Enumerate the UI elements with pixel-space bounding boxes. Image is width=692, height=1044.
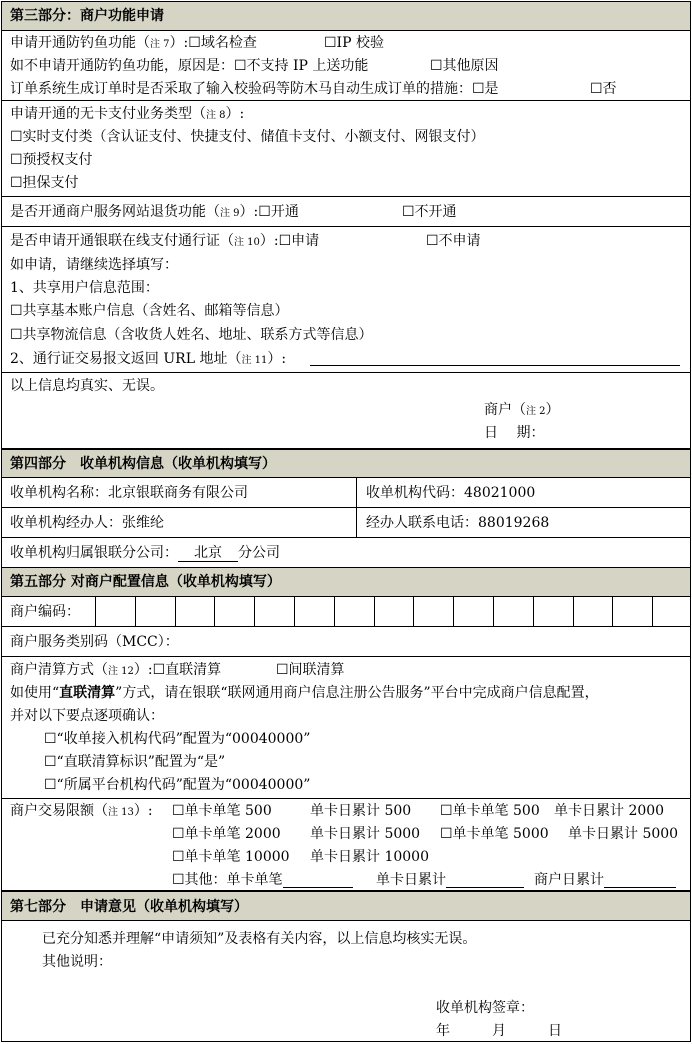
agent: 收单机构经办人：张维纶	[10, 515, 164, 531]
code-box-divider	[573, 597, 574, 626]
branch-value: 北京	[178, 545, 238, 562]
merchant-sign-block	[2, 372, 690, 448]
limit-10000-checkbox[interactable]: ☐单卡单笔 10000	[172, 849, 290, 865]
limit-2000-checkbox[interactable]: ☐单卡单笔 2000	[172, 826, 281, 842]
share-basic-checkbox[interactable]: ☐共享基本账户信息（含姓名、邮箱等信息）	[10, 303, 289, 319]
code-box-divider	[453, 597, 454, 626]
other-notes: 其他说明：	[42, 954, 112, 970]
limit-5000-daily-b: 单卡日累计 5000	[568, 826, 679, 842]
merchant-date: 日 期：	[484, 425, 545, 441]
org-signature: 收单机构签章：	[436, 1000, 534, 1016]
guarantee-payment-checkbox[interactable]: ☐担保支付	[10, 175, 79, 191]
clearing-indirect-checkbox[interactable]: ☐间联清算	[276, 662, 345, 678]
other-merchant-daily: 商户日累计	[534, 872, 676, 888]
other-daily: 单卡日累计	[376, 872, 524, 888]
section7-header	[2, 890, 690, 920]
phishing-block	[2, 30, 690, 100]
limit-block	[2, 798, 690, 890]
limit-label: 商户交易限额（注 13）:	[10, 803, 153, 819]
clearing-block	[2, 656, 690, 798]
cardless-block	[2, 100, 690, 196]
clearing-direct-checkbox[interactable]: 商户清算方式（注 12）:☐直联清算	[10, 662, 222, 678]
limit-2000-daily: 单卡日累计 2000	[554, 803, 665, 819]
code-box-divider	[175, 597, 176, 626]
direct-clearing-instruction: 如使用“直联清算”方式，请在银联“联网通用商户信息注册公告服务”平台中完成商户信息配置，	[10, 685, 599, 701]
merchant-code-row	[2, 596, 690, 626]
url-label: 2、通行证交易报文返回 URL 地址（注 11）:	[10, 351, 287, 367]
config-item3-checkbox[interactable]: ☐“所属平台机构代码”配置为“00040000”	[44, 777, 311, 793]
mcc-label: 商户服务类别码（MCC）：	[10, 634, 179, 650]
org-name: 收单机构名称：北京银联商务有限公司	[10, 485, 248, 501]
pass-continue: 如申请，请继续选择填写：	[10, 257, 178, 273]
code-box-divider	[374, 597, 375, 626]
pass-decline-checkbox[interactable]: ☐不申请	[426, 233, 481, 249]
application-form	[1, 1, 691, 1042]
config-item2-checkbox[interactable]: ☐“直联清算标识”配置为“是”	[44, 754, 226, 770]
section4-title: 第四部分 收单机构信息（收单机构填写）	[10, 456, 276, 472]
opinion-statement: 已充分知悉并理解“申请须知”及表格有关内容，以上信息均核实无误。	[42, 931, 477, 947]
confirm-text: 以上信息均真实、无误。	[10, 378, 164, 394]
code-box-divider	[612, 597, 613, 626]
other-single-input[interactable]	[283, 873, 353, 888]
agent-phone: 经办人联系电话：88019268	[366, 515, 550, 531]
agent-row-divider	[356, 508, 357, 537]
no-phishing-reason-checkbox[interactable]: 如不申请开通防钓鱼功能，原因是：☐不支持 IP 上送功能	[10, 58, 369, 74]
limit-5000-checkbox[interactable]: ☐单卡单笔 5000	[440, 826, 549, 842]
other-daily-input[interactable]	[446, 873, 524, 888]
org-code: 收单机构代码：48021000	[366, 485, 536, 501]
domain-check-checkbox[interactable]: ）:☐域名检查	[169, 35, 257, 51]
config-item1-checkbox[interactable]: ☐“收单接入机构代码”配置为“00040000”	[44, 731, 311, 747]
opinion-block	[2, 920, 690, 1041]
captcha-yes-checkbox[interactable]: 订单系统生成订单时是否采取了输入校验码等防木马自动生成订单的措施：☐是	[10, 81, 499, 97]
url-input-line[interactable]	[310, 351, 680, 366]
other-reason-checkbox[interactable]: ☐其他原因	[430, 58, 499, 74]
branch-row	[2, 537, 690, 567]
code-box-divider	[95, 597, 96, 626]
limit-10000-daily: 单卡日累计 10000	[310, 849, 429, 865]
code-box-divider	[334, 597, 335, 626]
code-box-divider	[413, 597, 414, 626]
realtime-payment-checkbox[interactable]: ☐实时支付类（含认证支付、快捷支付、储值卡支付、小额支付、网银支付）	[10, 129, 485, 145]
refund-block	[2, 196, 690, 226]
section7-title: 第七部分 申请意见（收单机构填写）	[10, 899, 248, 915]
section5-header	[2, 567, 690, 596]
section4-header	[2, 448, 690, 477]
code-box-divider	[533, 597, 534, 626]
agent-row	[2, 507, 690, 537]
merchant-code-label: 商户编码：	[10, 604, 80, 620]
ip-check-checkbox[interactable]: ☐IP 校验	[324, 35, 384, 51]
limit-500-checkbox[interactable]: ☐单卡单笔 500	[172, 803, 272, 819]
mcc-row	[2, 626, 690, 656]
code-box-divider	[294, 597, 295, 626]
phishing-line: 申请开通防钓鱼功能（注 7）:☐域名检查	[10, 35, 257, 51]
section3-header	[2, 2, 690, 30]
code-box-divider	[493, 597, 494, 626]
preauth-payment-checkbox[interactable]: ☐预授权支付	[10, 152, 93, 168]
code-box-divider	[652, 597, 653, 626]
other-merchant-input[interactable]	[604, 873, 676, 888]
org-sign-date: 年 月 日	[436, 1023, 562, 1039]
share-logistics-checkbox[interactable]: ☐共享物流信息（含收货人姓名、地址、联系方式等信息）	[10, 327, 373, 343]
section5-title: 第五部分 对商户配置信息（收单机构填写）	[10, 574, 281, 590]
refund-open-checkbox[interactable]: 是否开通商户服务网站退货功能（注 9）:☐开通	[10, 204, 299, 220]
refund-closed-checkbox[interactable]: ☐不开通	[402, 204, 457, 220]
confirm-items-label: 并对以下要点逐项确认：	[10, 708, 164, 724]
branch: 收单机构归属银联分公司： 北京 分公司	[10, 545, 280, 561]
org-row-divider	[356, 478, 357, 507]
code-box-divider	[214, 597, 215, 626]
limit-5000-daily-a: 单卡日累计 5000	[310, 826, 421, 842]
captcha-no-checkbox[interactable]: ☐否	[590, 81, 617, 97]
section3-title: 第三部分：商户功能申请	[10, 8, 164, 24]
pass-block	[2, 226, 690, 372]
merchant-label: 商户（注 2）	[484, 402, 560, 418]
cardless-label: 申请开通的无卡支付业务类型（注 8）:	[10, 106, 245, 122]
org-row	[2, 477, 690, 507]
code-box-divider	[135, 597, 136, 626]
pass-apply-checkbox[interactable]: 是否申请开通银联在线支付通行证（注 10）:☐申请	[10, 233, 320, 249]
limit-500-2000-checkbox[interactable]: ☐单卡单笔 500	[440, 803, 540, 819]
limit-500-daily: 单卡日累计 500	[310, 803, 412, 819]
share-scope: 1、共享用户信息范围：	[10, 280, 159, 296]
limit-other-checkbox[interactable]: ☐其他：单卡单笔	[172, 872, 353, 888]
merchant-code-boxes[interactable]	[2, 597, 690, 626]
code-box-divider	[254, 597, 255, 626]
